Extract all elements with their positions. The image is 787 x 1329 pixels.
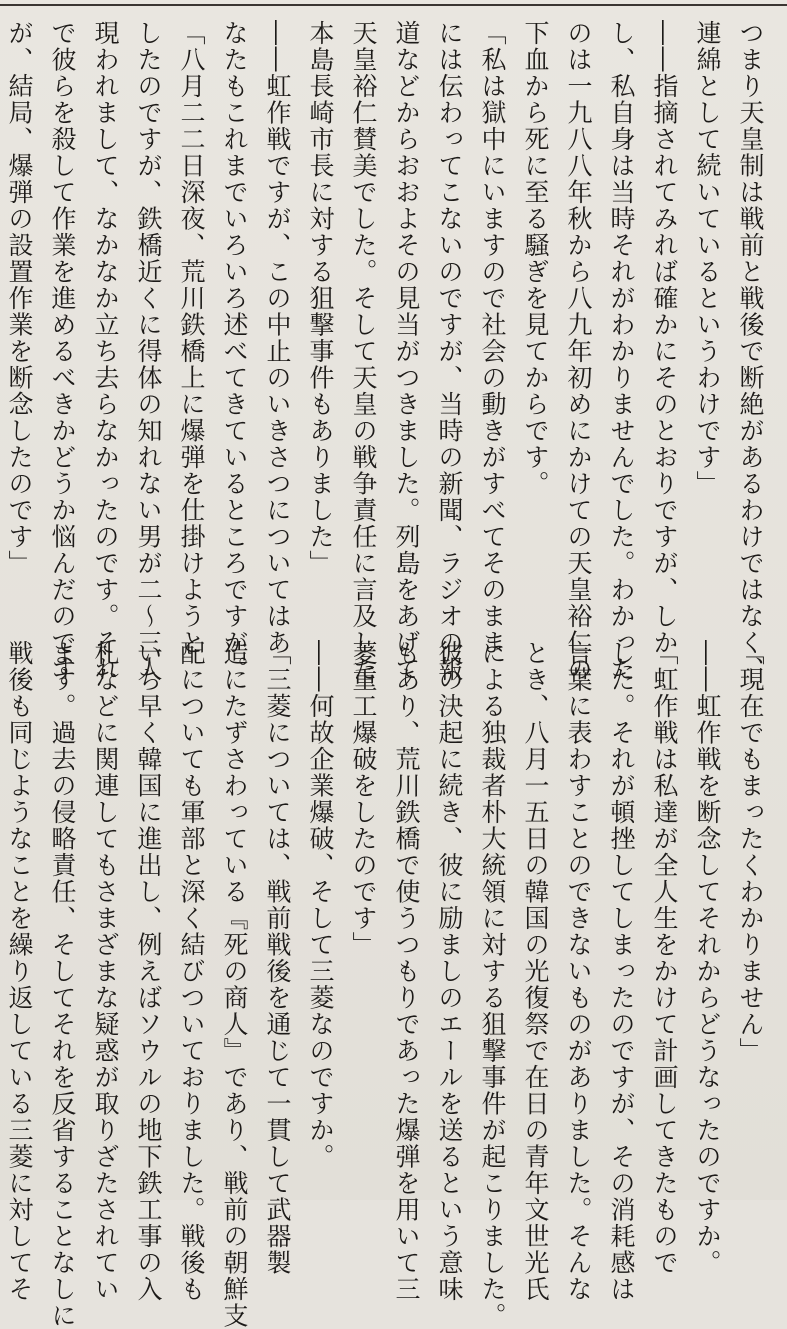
text-line: による独裁者朴大統領に対する狙撃事件が起こりました。 [478, 640, 507, 1329]
text-line: いち早く韓国に進出し、例えばソウルの地下鉄工事の入 [134, 640, 163, 1303]
text-line: 造にたずさわっている『死の商人』であり、戦前の朝鮮支 [220, 640, 249, 1329]
text-line: もあり、荒川鉄橋で使うつもりであった爆弾を用いて三 [392, 640, 421, 1303]
text-line: 「三菱については、戦前戦後を通じて一貫して武器製 [263, 640, 292, 1276]
text-line: のは一九八八年秋から八九年初めにかけての天皇裕仁の [564, 20, 593, 683]
text-line: 連綿として続いているというわけです」 [693, 20, 722, 497]
text-line: 天皇裕仁賛美でした。そして天皇の戦争責任に言及した [349, 20, 378, 683]
text-line: 「虹作戦は私達が全人生をかけて計画してきたもので [650, 640, 679, 1276]
text-line: なたもこれまでいろいろ述べてきているところですが。 [220, 20, 249, 683]
text-line: 配についても軍部と深く結びついておりました。戦後も [177, 640, 206, 1303]
text-line: ――何故企業爆破、そして三菱なのですか。 [306, 640, 335, 1170]
text-line: 菱重工爆破をしたのです」 [349, 640, 378, 958]
text-line: つまり天皇制は戦前と戦後で断絶があるわけではなく、 [736, 20, 765, 683]
text-line: したのですが、鉄橋近くに得体の知れない男が二～三人 [134, 20, 163, 683]
text-line: 「八月二二日深夜、荒川鉄橋上に爆弾を仕掛けようと [177, 20, 206, 656]
lower-text-block [5, 640, 772, 1329]
text-line: 彼の決起に続き、彼に励ましのエールを送るという意味 [435, 640, 464, 1303]
text-line: には伝わってこないのですが、当時の新聞、ラジオの報 [435, 20, 464, 683]
text-line: 言葉に表わすことのできないものがありました。そんな [564, 640, 593, 1303]
text-line: し、私自身は当時それがわかりませんでした。わかった [607, 20, 636, 683]
text-line: とき、八月一五日の韓国の光復祭で在日の青年文世光氏 [521, 640, 550, 1303]
upper-text-block [5, 20, 772, 683]
text-line: が、結局、爆弾の設置作業を断念したのです」 [5, 20, 34, 577]
text-line: した。それが頓挫してしまったのですが、その消耗感は [607, 640, 636, 1303]
text-line: 道などからおおよその見当がつきました。列島をあげて [392, 20, 421, 683]
text-line: で彼らを殺して作業を進めるべきかどうか悩んだのです [48, 20, 77, 683]
text-line: 「私は獄中にいますので社会の動きがすべてそのまま [478, 20, 507, 656]
top-rule [0, 4, 787, 6]
text-line: 戦後も同じようなことを繰り返している三菱に対してそ [5, 640, 34, 1303]
text-line: ――指摘されてみれば確かにそのとおりですが、しか [650, 20, 679, 656]
text-line: 現われまして、なかなか立ち去らなかったのです。それ [91, 20, 120, 683]
text-line: 本島長崎市長に対する狙撃事件もありました」 [306, 20, 335, 577]
text-line: ――虹作戦ですが、この中止のいきさつについてはあ [263, 20, 292, 656]
text-line: 札などに関連してもさまざまな疑惑が取りざたされてい [91, 640, 120, 1303]
text-line: ――虹作戦を断念してそれからどうなったのですか。 [693, 640, 722, 1276]
text-line: ます。過去の侵略責任、そしてそれを反省することなしに [48, 640, 77, 1329]
text-line: 下血から死に至る騒ぎを見てからです。 [521, 20, 550, 497]
text-line: 「現在でもまったくわかりません」 [736, 640, 765, 1064]
